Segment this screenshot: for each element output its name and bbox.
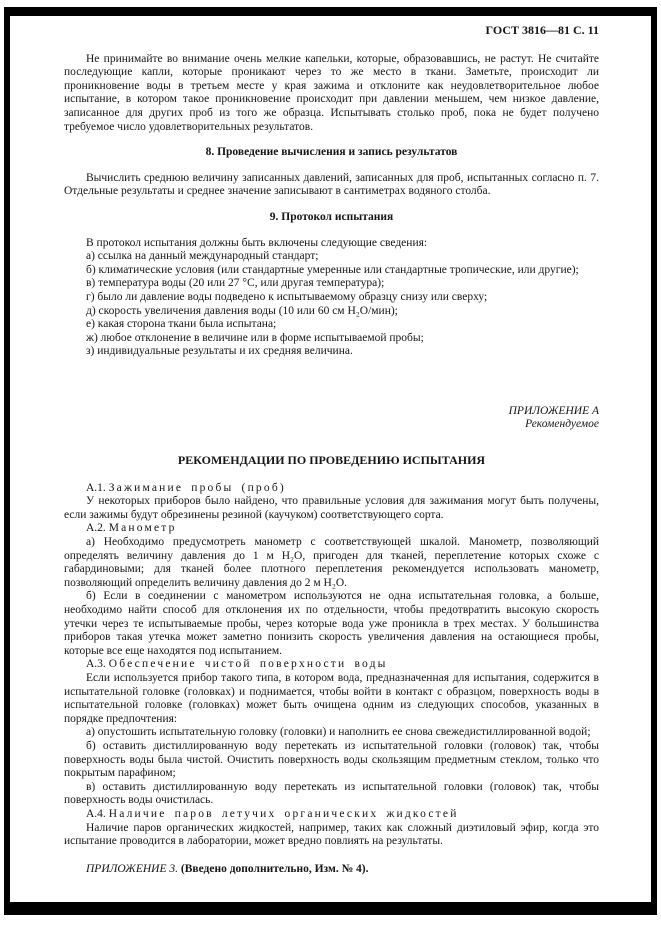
section-8-title: 8. Проведение вычисления и запись результатов bbox=[205, 146, 458, 159]
appendix-a-title: РЕКОМЕНДАЦИИ ПО ПРОВЕДЕНИЮ ИСПЫТАНИЯ bbox=[177, 453, 486, 468]
appendix-3-label: ПРИЛОЖЕНИЕ 3. bbox=[86, 862, 178, 875]
protocol-item-v: в) температура воды (20 или 27 °С, или другая температура); bbox=[86, 277, 385, 290]
heading-a4-text: Наличие паров летучих органических жидкостей bbox=[108, 807, 459, 820]
protocol-list bbox=[64, 237, 599, 359]
protocol-item-zh: ж) любое отклонение в величине или в форме испытываемой пробы; bbox=[86, 331, 424, 344]
appendix-a-note: Рекомендуемое bbox=[525, 418, 599, 431]
protocol-item-z: з) индивидуальные результаты и их средняя величина. bbox=[86, 345, 353, 358]
paragraph-a3-b: б) оставить дистиллированную воду перетекать из испытательной головки (головок) так, чтобы поверхность воды была чистой. Очистить поверхность воды скользящим предметным стеклом, только что покрытым парафином; bbox=[64, 739, 599, 780]
heading-a1-text: Зажимание пробы (проб) bbox=[108, 481, 286, 494]
appendix-3-note: (Введено дополнительно, Изм. № 4). bbox=[180, 862, 369, 875]
heading-a4-num: А.4. bbox=[86, 807, 106, 820]
heading-a3 bbox=[64, 658, 599, 672]
paragraph-a3-v: в) оставить дистиллированную воду перетекать из испытательной головки (головок) так, чтобы поверхность воды очистилась. bbox=[64, 780, 599, 807]
heading-a3-num: А.3. bbox=[86, 658, 106, 671]
paragraph-a4: Наличие паров органических жидкостей, например, таких как сложный диэтиловый эфир, когда это испытание проводится в лаборатории, может вредно повлиять на результаты. bbox=[64, 821, 599, 848]
protocol-item-g: г) было ли давление воды подведено к испытываемому образцу снизу или сверху; bbox=[86, 290, 488, 303]
heading-a2 bbox=[64, 522, 599, 536]
protocol-list-intro: В протокол испытания должны быть включены следующие сведения: bbox=[86, 236, 428, 249]
appendix-3-line bbox=[64, 863, 599, 877]
page-content bbox=[64, 24, 599, 876]
heading-a1 bbox=[64, 482, 599, 496]
paragraph-a2-a: а) Необходимо предусмотреть манометр с соответствующей шкалой. Манометр, позволяющий определять величину давления до 1 м Н₂О, пригоден для тканей, переплетение которых схоже с габардиновыми; для тканей более плотного переплетения рекомендуется использовать манометр, позволяющий определить величину давления до 2 м Н₂О. bbox=[64, 536, 599, 589]
page-header: ГОСТ 3816—81 С. 11 bbox=[485, 23, 599, 37]
heading-a1-num: А.1. bbox=[86, 481, 106, 494]
paragraph-a3-a: а) опустошить испытательную головку (головки) и наполнить ее снова свежедистиллированной водой; bbox=[86, 726, 591, 739]
protocol-item-e: е) какая сторона ткани была испытана; bbox=[86, 318, 277, 331]
section-8-body: Вычислить среднюю величину записанных давлений, записанных для проб, испытанных согласно п. 7. Отдельные результаты и среднее значение записывают в сантиметрах водяного столба. bbox=[64, 171, 599, 198]
paragraph-a1: У некоторых приборов было найдено, что правильные условия для зажимания могут быть получены, если зажимы будут обрезинены резиной (каучуком) соответствующего сорта. bbox=[64, 495, 599, 521]
section-9-title: 9. Протокол испытания bbox=[269, 210, 394, 223]
heading-a2-text: Манометр bbox=[108, 522, 177, 535]
heading-a3-text: Обеспечение чистой поверхности воды bbox=[108, 658, 388, 671]
appendix-a-label: ПРИЛОЖЕНИЕ А bbox=[508, 404, 599, 417]
protocol-item-b: б) климатические условия (или стандартные умеренные или стандартные тропические, или другие); bbox=[86, 263, 579, 276]
heading-a4 bbox=[64, 808, 599, 822]
paragraph-a3-intro: Если используется прибор такого типа, в котором вода, предназначенная для испытания, содержится в испытательной головке (головках) и поднимается, чтобы войти в контакт с образцом, поверхность воды в испытательной головке (головках) может быть очищена одним из следующих способов, указанных в порядке предпочтения: bbox=[64, 671, 599, 725]
protocol-item-d: д) скорость увеличения давления воды (10 или 60 см Н₂О/мин); bbox=[86, 304, 398, 317]
paragraph-a2-b: б) Если в соединении с манометром используются не одна испытательная головка, а больше, необходимо найти способ для отклонения их по отдельности, чтобы предотвратить высокую скорость утечки через те испытываемые пробы, через которые вода уже проникла в трех местах. У большинства приборов такая утечка может заметно понизить скорость увеличения давления на остающиеся пробы, которые все еще находятся под испытанием. bbox=[64, 590, 599, 657]
heading-a2-num: А.2. bbox=[86, 522, 106, 535]
protocol-item-a: а) ссылка на данный международный стандарт; bbox=[86, 250, 319, 263]
intro-paragraph: Не принимайте во внимание очень мелкие капельки, которые, образовавшись, не растут. Не считайте последующие капли, которые проникают через то же место в ткани. Заметьте, происходит ли проникновение воды в третьем месте у края зажима и отклоните как неудовлетворительное любое испытание, в котором такое проникновение происходит при давлении меньшем, чем низкое давление, записанное для других проб из того же образца. Испытывать столько проб, пока не будет получено требуемое число удовлетворительных результатов. bbox=[64, 52, 599, 133]
